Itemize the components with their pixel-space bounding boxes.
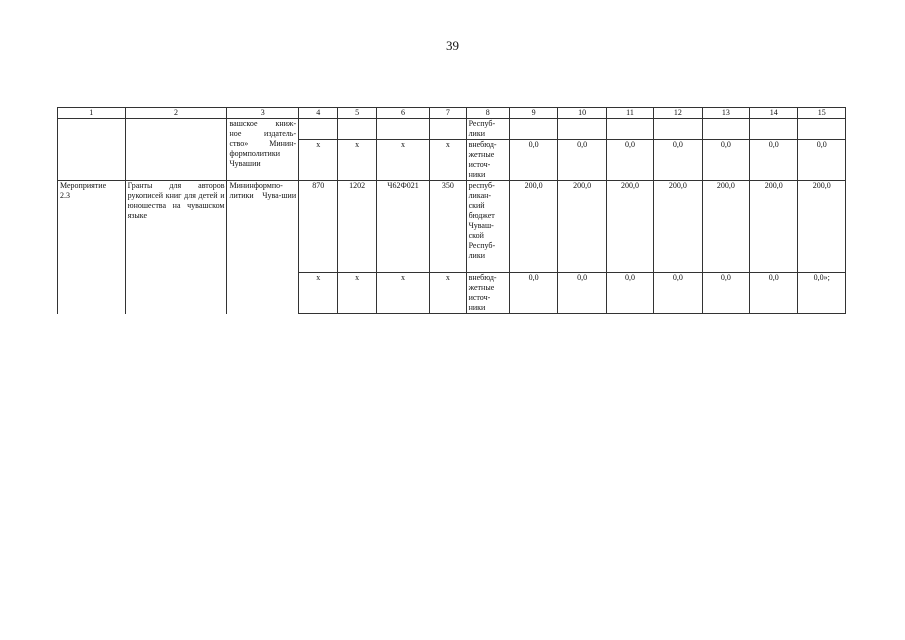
table-cell: 0,0 xyxy=(558,140,606,181)
column-header: 12 xyxy=(654,108,702,119)
column-header: 15 xyxy=(798,108,846,119)
table-cell: 0,0 xyxy=(798,140,846,181)
table-cell: х xyxy=(338,273,376,314)
table-cell: 0,0 xyxy=(750,140,798,181)
table-cell: 0,0 xyxy=(606,140,653,181)
column-header: 4 xyxy=(299,108,338,119)
table-cell xyxy=(299,119,338,140)
table-cell: 200,0 xyxy=(606,181,653,273)
table-cell-executor: Мининформпо-литики Чува-шии xyxy=(227,181,299,314)
budget-table xyxy=(57,107,846,314)
table-cell: х xyxy=(430,140,466,181)
table-cell: х xyxy=(299,140,338,181)
table-cell: 870 xyxy=(299,181,338,273)
table-cell: 0,0 xyxy=(606,273,653,314)
table-cell: х xyxy=(376,273,429,314)
table-cell-source: респуб- ликан- ский бюджет Чуваш- ской Респуб- лики xyxy=(466,181,509,273)
table-cell-description: Гранты для авторов рукописей книг для детей и юношества на чувашском языке xyxy=(125,181,227,314)
table-cell-executor: вашское книж- ное издатель- ство» Минин- формполитики Чувашии xyxy=(227,119,299,181)
table-cell xyxy=(58,119,126,181)
table-cell xyxy=(750,119,798,140)
table-cell: 1202 xyxy=(338,181,376,273)
column-header: 11 xyxy=(606,108,653,119)
table-cell-source: внебюд- жетные источ- ники xyxy=(466,273,509,314)
table-row xyxy=(58,119,846,140)
table-cell-source: внебюд- жетные источ- ники xyxy=(466,140,509,181)
page-number: 39 xyxy=(446,38,459,53)
table-cell xyxy=(558,119,606,140)
table-cell: 200,0 xyxy=(798,181,846,273)
column-header: 8 xyxy=(466,108,509,119)
table-cell-source: Респуб- лики xyxy=(466,119,509,140)
table-cell xyxy=(654,119,702,140)
column-header: 9 xyxy=(509,108,557,119)
table-cell: 0,0 xyxy=(509,273,557,314)
table-cell xyxy=(338,119,376,140)
table-cell xyxy=(606,119,653,140)
table-cell: 0,0 xyxy=(654,140,702,181)
table-cell: 0,0 xyxy=(702,273,749,314)
table-cell: 350 xyxy=(430,181,466,273)
column-header: 2 xyxy=(125,108,227,119)
table-cell: 200,0 xyxy=(654,181,702,273)
table-cell xyxy=(125,119,227,181)
column-header: 5 xyxy=(338,108,376,119)
table-cell: 0,0 xyxy=(750,273,798,314)
table-cell: 0,0 xyxy=(509,140,557,181)
table-cell: х xyxy=(338,140,376,181)
table-header-row xyxy=(58,108,846,119)
table-cell: 200,0 xyxy=(750,181,798,273)
column-header: 1 xyxy=(58,108,126,119)
table-cell xyxy=(376,119,429,140)
column-header: 14 xyxy=(750,108,798,119)
table-cell: 200,0 xyxy=(702,181,749,273)
table-cell xyxy=(702,119,749,140)
table-cell: 0,0 xyxy=(558,273,606,314)
table-cell: х xyxy=(299,273,338,314)
table-cell-measure: Мероприятие 2.3 xyxy=(58,181,126,314)
table-cell: 200,0 xyxy=(509,181,557,273)
table-cell: 0,0 xyxy=(654,273,702,314)
table-cell: х xyxy=(430,273,466,314)
table-row xyxy=(58,181,846,273)
column-header: 6 xyxy=(376,108,429,119)
table-cell: 0,0 xyxy=(702,140,749,181)
table-cell xyxy=(430,119,466,140)
column-header: 7 xyxy=(430,108,466,119)
table-cell xyxy=(798,119,846,140)
column-header: 13 xyxy=(702,108,749,119)
table-cell xyxy=(509,119,557,140)
table-cell: х xyxy=(376,140,429,181)
column-header: 3 xyxy=(227,108,299,119)
column-header: 10 xyxy=(558,108,606,119)
table-cell: 200,0 xyxy=(558,181,606,273)
table-cell: Ч62Ф021 xyxy=(376,181,429,273)
table-cell: 0,0»; xyxy=(798,273,846,314)
